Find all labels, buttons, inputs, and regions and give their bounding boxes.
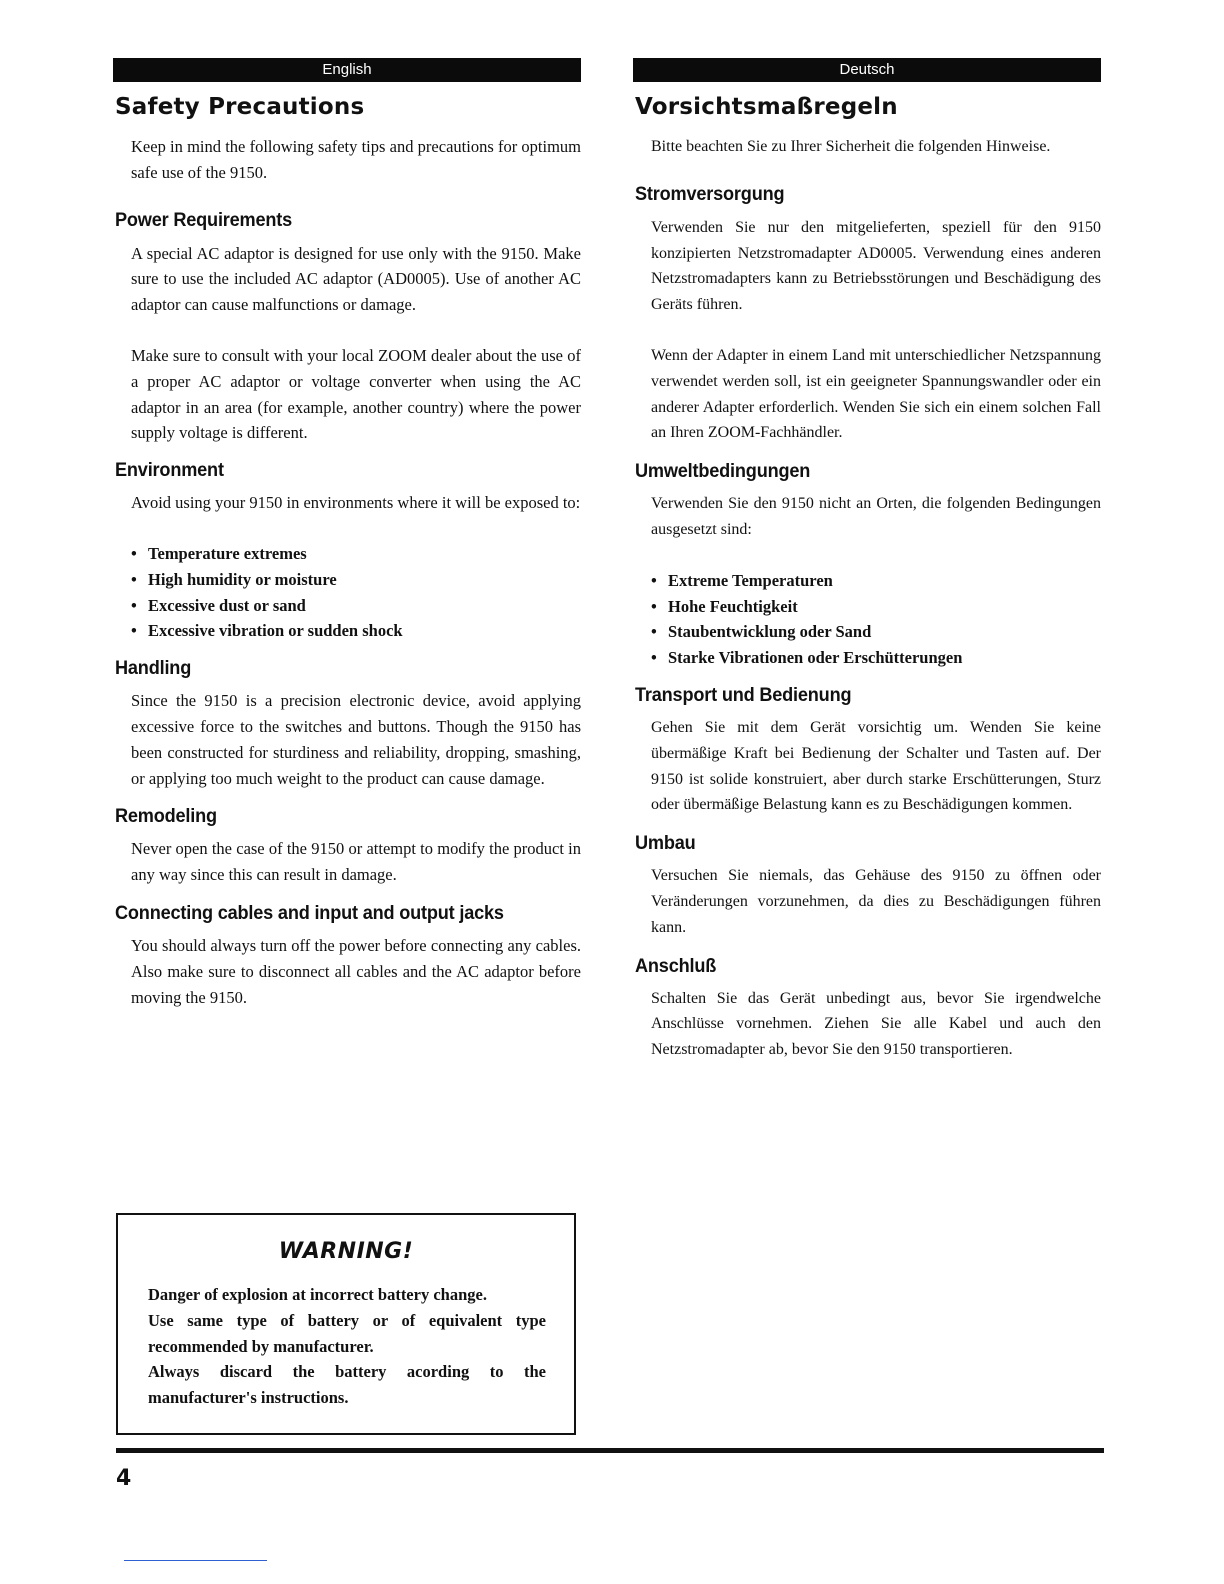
warning-line: Danger of explosion at incorrect battery change. (148, 1285, 487, 1304)
english-connecting-p1: You should always turn off the power before connecting any cables. Also make sure to disconnect all cables and the AC adaptor before moving the 9150. (131, 935, 581, 1007)
list-item: • Excessive dust or sand (131, 595, 306, 615)
deutsch-remodeling-p1: Versuchen Sie niemals, das Gehäuse des 9150 zu öffnen oder Veränderungen vorzunehmen, da dies zu Beschädigungen führen kann. (651, 867, 1101, 936)
deutsch-connecting-heading: Anschluß (635, 954, 717, 977)
deutsch-environment-heading: Umweltbedingungen (635, 460, 811, 483)
deutsch-language-bar: Deutsch (633, 58, 1101, 82)
list-item: • High humidity or moisture (131, 569, 337, 589)
deutsch-handling-p1: Gehen Sie mit dem Gerät vorsichtig um. Wenden Sie keine übermäßige Kraft bei Bedienung der Schalter und Tasten auf. Der 9150 ist solide konstruiert, aber durch starke Erschütterungen, Sturz oder übermäßige Belastung kann es zu Beschädigungen kommen. (651, 718, 1101, 814)
english-title: Safety Precautions (115, 94, 365, 120)
list-item: • Excessive vibration or sudden shock (131, 621, 403, 641)
english-environment-p1: Avoid using your 9150 in environments where it will be exposed to: (131, 493, 581, 513)
deutsch-column (633, 58, 1101, 1063)
english-language-bar: English (113, 58, 581, 82)
deutsch-power-p1: Verwenden Sie nur den mitgelieferten, speziell für den 9150 konzipierten Netzstromadapter AD0005. Verwendung eines anderen Netzstromadapters kann zu Betriebsstörungen und Beschädigung des Geräts führen. (651, 218, 1101, 314)
list-item: • Extreme Temperaturen (651, 570, 833, 590)
english-power-heading: Power Requirements (115, 208, 293, 231)
english-handling-p1: Since the 9150 is a precision electronic device, avoid applying excessive force to the switches and buttons. Though the 9150 has been constructed for sturdiness and reliability, dropping, smashing, or applying too much weight to the product can cause damage. (131, 691, 581, 788)
english-handling-heading: Handling (115, 657, 192, 680)
english-environment-list (131, 541, 581, 644)
warning-box (116, 1213, 576, 1435)
english-remodeling-heading: Remodeling (115, 805, 217, 828)
deutsch-handling-heading: Transport und Bedienung (635, 683, 852, 706)
english-remodeling-p1: Never open the case of the 9150 or attempt to modify the product in any way since this can result in damage. (131, 839, 581, 885)
list-item: • Temperature extremes (131, 543, 307, 563)
deutsch-power-p2: Wenn der Adapter in einem Land mit unterschiedlicher Netzspannung verwendet werden soll, ist ein geeigneter Spannungswandler oder ein anderer Adapter erforderlich. Wenden Sie sich ein einem solchen Fall an Ihren ZOOM-Fachhändler. (651, 346, 1101, 442)
list-item: • Hohe Feuchtigkeit (651, 596, 798, 616)
footer-line (124, 1560, 267, 1561)
warning-line: Use same type of battery or of equivalent type recommended by manufacturer. (148, 1310, 546, 1356)
english-environment-heading: Environment (115, 459, 224, 482)
deutsch-title: Vorsichtsmaßregeln (635, 94, 898, 120)
warning-text (148, 1282, 546, 1411)
english-connecting-heading: Connecting cables and input and output jacks (115, 901, 504, 924)
deutsch-remodeling-heading: Umbau (635, 832, 696, 855)
english-column (113, 58, 581, 1010)
warning-title: WARNING! (278, 1239, 414, 1264)
deutsch-environment-p1: Verwenden Sie den 9150 nicht an Orten, die folgenden Bedingungen ausgesetzt sind: (651, 495, 1101, 538)
list-item: • Starke Vibrationen oder Erschütterungen (651, 648, 963, 668)
list-item: • Staubentwicklung oder Sand (651, 622, 872, 642)
english-power-p1: A special AC adaptor is designed for use only with the 9150. Make sure to use the included AC adaptor (AD0005). Use of another AC adaptor can cause malfunctions or damage. (131, 243, 581, 315)
deutsch-connecting-p1: Schalten Sie das Gerät unbedingt aus, bevor Sie irgendwelche Anschlüsse vornehmen. Ziehen Sie alle Kabel und auch den Netzstromadapter ab, bevor Sie den 9150 transportieren. (651, 989, 1101, 1059)
english-intro: Keep in mind the following safety tips and precautions for optimum safe use of the 9150. (131, 137, 581, 182)
english-power-p2: Make sure to consult with your local ZOOM dealer about the use of a proper AC adaptor or voltage converter when using the AC adaptor in an area (for example, another country) where the power supply voltage is different. (131, 345, 581, 443)
warning-line: Always discard the battery acording to the manufacturer's instructions. (148, 1362, 546, 1408)
page-number: 4 (116, 1466, 132, 1491)
deutsch-intro: Bitte beachten Sie zu Ihrer Sicherheit die folgenden Hinweise. (651, 138, 1051, 155)
bottom-rule (116, 1448, 1104, 1453)
deutsch-power-heading: Stromversorgung (635, 182, 785, 205)
deutsch-environment-list (651, 568, 1101, 671)
